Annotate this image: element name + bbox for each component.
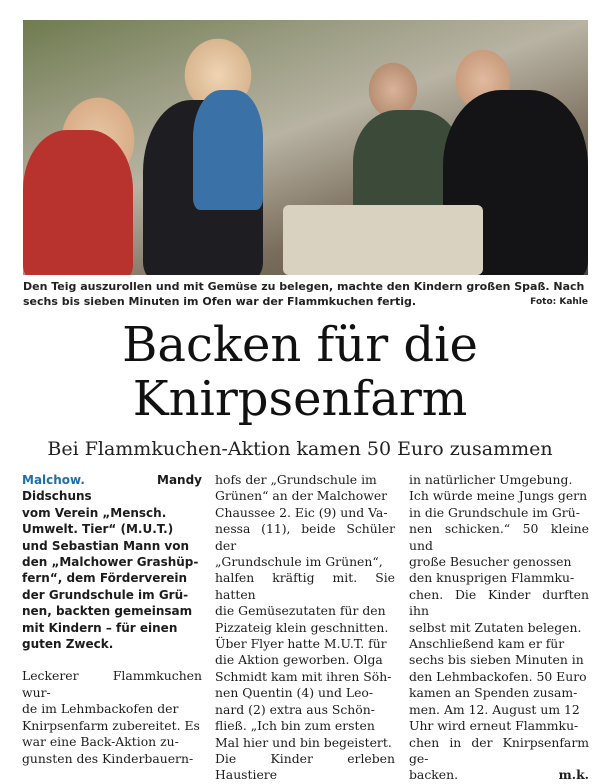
lead-line: Mandy Didschuns	[22, 473, 202, 504]
body-line: Pizzateig klein geschnitten.	[215, 619, 389, 635]
body-line: Anschließend kam er für	[409, 636, 565, 652]
headline-line-2: Knirpsenfarm	[132, 371, 468, 427]
body-line: Ich würde meine Jungs gern	[409, 488, 588, 504]
article-column-2	[215, 472, 395, 784]
body-line: men. Am 12. August um 12	[409, 701, 580, 717]
article-column-1	[22, 472, 202, 767]
body-line: die Gemüsezutaten für den	[215, 603, 386, 619]
body-line: Grünen“ an der Malchower	[215, 488, 388, 504]
photo-figure-child-blue	[193, 90, 263, 210]
body-line: Uhr wird erneut Flammku-	[409, 718, 579, 734]
body-line: Schmidt kam mit ihren Söh-	[215, 668, 392, 684]
photo-caption	[23, 279, 588, 310]
caption-line-2: sechs bis sieben Minuten im Ofen war der Flammkuchen fertig.	[23, 295, 417, 308]
body-line: große Besucher genossen	[409, 554, 572, 570]
author-signature: m.k.	[558, 767, 589, 783]
body-line: Leckerer Flammkuchen wur-	[22, 668, 202, 700]
body-line: backen.	[409, 767, 459, 783]
body-line: sechs bis sieben Minuten in	[409, 652, 584, 668]
lead-line: und Sebastian Mann von	[22, 538, 190, 553]
lead-line: fern“, dem Förderverein	[22, 571, 188, 586]
body-line: nen Quentin (4) und Leo-	[215, 685, 374, 701]
body-paragraph	[215, 472, 395, 784]
body-line: Chaussee 2. Eic (9) und Va-	[215, 504, 388, 520]
body-line: in die Grundschule im Grü-	[409, 504, 580, 520]
lead-line: nen, backten gemeinsam	[22, 604, 193, 619]
lead-line: vom Verein „Mensch.	[22, 505, 167, 520]
subheadline: Bei Flammkuchen-Aktion kamen 50 Euro zusammen	[47, 438, 553, 460]
lead-paragraph	[22, 472, 202, 652]
article-column-3	[409, 472, 589, 784]
photo-table	[283, 205, 483, 275]
body-line: gunsten des Kinderbauern-	[22, 750, 194, 766]
dateline: Malchow.	[22, 473, 85, 487]
body-line: hofs der „Grundschule im	[215, 472, 377, 487]
body-line: chen. Die Kinder durften ihn	[409, 586, 589, 619]
body-line: war eine Back-Aktion zu-	[22, 734, 179, 750]
body-line: Knirpsenfarm zubereitet. Es	[22, 717, 200, 733]
body-line: in natürlicher Umgebung.	[409, 472, 573, 487]
photo-credit: Foto: Kahle	[530, 297, 588, 307]
body-line: Mal hier und bin begeistert.	[215, 734, 392, 750]
photo-figure-child-red	[23, 130, 133, 275]
body-line: chen in der Knirpsenfarm ge-	[409, 734, 589, 766]
body-paragraph	[409, 472, 589, 784]
body-line: de im Lehmbackofen der	[22, 701, 179, 717]
lead-line: der Grundschule im Grü-	[22, 587, 189, 602]
body-line: nen schicken.“ 50 kleine und	[409, 521, 589, 553]
article-photo	[23, 20, 588, 275]
body-line: kamen an Spenden zusam-	[409, 685, 578, 701]
headline	[0, 318, 600, 426]
body-line: den Lehmbackofen. 50 Euro	[409, 668, 587, 684]
lead-line: Umwelt. Tier“ (M.U.T.)	[22, 522, 174, 537]
body-line: fließ. „Ich bin zum ersten	[215, 718, 375, 734]
body-line: den knusprigen Flammku-	[409, 570, 575, 586]
body-paragraph	[22, 668, 202, 766]
caption-line-1: Den Teig auszurollen und mit Gemüse zu belegen, machte den Kindern großen Spaß. Nach	[23, 280, 585, 293]
lead-line: guten Zweck.	[22, 637, 114, 652]
body-line: Die Kinder erleben Haustiere	[215, 750, 395, 783]
body-line: halfen kräftig mit. Sie hatten	[215, 570, 395, 602]
body-line: die Aktion geworben. Olga	[215, 652, 383, 668]
lead-line: den „Malchower Grashüp-	[22, 555, 199, 570]
headline-line-1: Backen für die	[122, 317, 478, 373]
body-line: Über Flyer hatte M.U.T. für	[215, 636, 387, 652]
body-line: nessa (11), beide Schüler der	[215, 521, 395, 553]
body-line: selbst mit Zutaten belegen.	[409, 619, 582, 635]
body-line: „Grundschule im Grünen“,	[215, 554, 383, 570]
body-line: nard (2) extra aus Schön-	[215, 701, 375, 717]
lead-line: mit Kindern – für einen	[22, 620, 178, 635]
